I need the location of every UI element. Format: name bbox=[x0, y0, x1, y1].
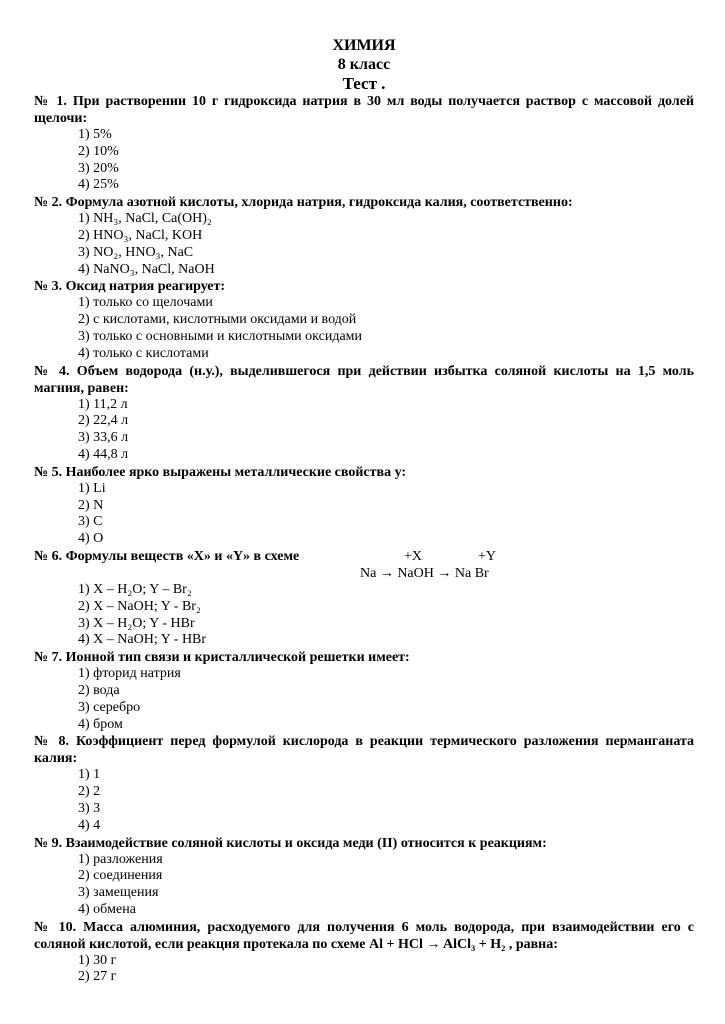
option: 3) только с основными и кислотными оксидами bbox=[78, 328, 363, 344]
question-10 bbox=[34, 919, 694, 987]
option: 3) 33,6 л bbox=[78, 430, 129, 446]
question-text: № 10. Масса алюминия, расходуемого для получения 6 моль водорода, при взаимодействии его с соляной кислотой, если реакция протекала по схеме Al + HCl → AlCl₃ + H₂ , равна: bbox=[34, 919, 694, 952]
question-text: № 4. Объем водорода (н.у.), выделившегося при действии избытка соляной кислоты на 1,5 моль магния, равен: bbox=[34, 363, 694, 396]
grade-title: 8 класс bbox=[337, 56, 391, 73]
question-6 bbox=[34, 548, 694, 649]
question-7 bbox=[34, 649, 694, 733]
question-8 bbox=[34, 733, 694, 834]
options-list bbox=[78, 211, 694, 278]
option: 4) только с кислотами bbox=[78, 345, 209, 361]
option: 2) N bbox=[78, 497, 104, 513]
option: 1) 1 bbox=[78, 767, 101, 783]
question-9 bbox=[34, 835, 694, 919]
scheme-reagent-x: +X bbox=[404, 548, 423, 564]
options-list bbox=[78, 127, 694, 194]
option: 1) Li bbox=[78, 480, 106, 496]
option: 2) соединения bbox=[78, 868, 163, 884]
option: 4) O bbox=[78, 531, 104, 547]
question-3 bbox=[34, 278, 694, 362]
option: 2) вода bbox=[78, 682, 120, 698]
option: 2) 27 г bbox=[78, 969, 117, 985]
option: 3) NO₂, HNO₃, NaC bbox=[78, 244, 194, 260]
question-text: № 9. Взаимодействие соляной кислоты и оксида меди (II) относится к реакциям: bbox=[34, 835, 547, 851]
options-list bbox=[78, 953, 694, 987]
option: 1) 30 г bbox=[78, 952, 117, 968]
option: 2) 10% bbox=[78, 143, 119, 159]
option: 3) серебро bbox=[78, 699, 141, 715]
option: 3) замещения bbox=[78, 885, 159, 901]
option: 4) 25% bbox=[78, 177, 119, 193]
option: 4) 44,8 л bbox=[78, 446, 129, 462]
option: 3) 3 bbox=[78, 800, 101, 816]
option: 3) C bbox=[78, 514, 103, 530]
options-list bbox=[78, 295, 694, 362]
option: 1) 11,2 л bbox=[78, 396, 128, 412]
question-text: № 2. Формула азотной кислоты, хлорида натрия, гидроксида калия, соответственно: bbox=[34, 195, 573, 211]
option: 1) NH₃, NaCl, Ca(OH)₂ bbox=[78, 211, 212, 227]
reaction-scheme: Na → NaOH → Na Br bbox=[360, 565, 489, 581]
option: 4) NaNO₃, NaCl, NaOH bbox=[78, 261, 215, 277]
option: 1) фторид натрия bbox=[78, 666, 181, 682]
test-page bbox=[34, 36, 694, 986]
question-text: № 3. Оксид натрия реагирует: bbox=[34, 279, 226, 295]
question-header bbox=[34, 548, 694, 582]
option: 4) 4 bbox=[78, 817, 101, 833]
question-text: № 1. При растворении 10 г гидроксида натрия в 30 мл воды получается раствор с массовой долей щелочи: bbox=[34, 94, 694, 126]
question-5 bbox=[34, 464, 694, 548]
option: 3) X – H₂O; Y - HBr bbox=[78, 615, 195, 631]
option: 2) 22,4 л bbox=[78, 413, 129, 429]
option: 4) X – NaOH; Y - HBr bbox=[78, 632, 207, 648]
question-4 bbox=[34, 363, 694, 464]
option: 1) 5% bbox=[78, 127, 112, 142]
question-text: № 7. Ионной тип связи и кристаллической решетки имеет: bbox=[34, 650, 410, 666]
option: 2) 2 bbox=[78, 784, 101, 800]
question-text: № 8. Коэффициент перед формулой кислорода в реакции термического разложения перманганата калия: bbox=[34, 734, 694, 767]
question-text: № 5. Наиболее ярко выражены металлические свойства у: bbox=[34, 464, 407, 480]
option: 2) с кислотами, кислотными оксидами и водой bbox=[78, 312, 357, 328]
test-title: Тест . bbox=[342, 74, 386, 93]
options-list bbox=[78, 481, 694, 548]
options-list bbox=[78, 666, 694, 733]
option: 1) X – H₂O; Y – Br₂ bbox=[78, 581, 192, 597]
option: 1) разложения bbox=[78, 851, 163, 867]
option: 2) X – NaOH; Y - Br₂ bbox=[78, 598, 201, 614]
option: 1) только со щелочами bbox=[78, 295, 213, 311]
option: 4) обмена bbox=[78, 901, 136, 917]
option: 3) 20% bbox=[78, 160, 119, 176]
question-text: № 6. Формулы веществ «X» и «Y» в схеме bbox=[34, 548, 300, 564]
scheme-reagent-y: +Y bbox=[478, 548, 497, 564]
options-list bbox=[78, 397, 694, 464]
question-2 bbox=[34, 194, 694, 278]
subject-title: ХИМИЯ bbox=[332, 37, 396, 54]
option: 4) бром bbox=[78, 716, 123, 732]
options-list bbox=[78, 767, 694, 834]
question-1 bbox=[34, 93, 694, 194]
option: 2) HNO₃, NaCl, KOH bbox=[78, 227, 203, 243]
options-list bbox=[78, 852, 694, 919]
options-list bbox=[78, 582, 694, 649]
